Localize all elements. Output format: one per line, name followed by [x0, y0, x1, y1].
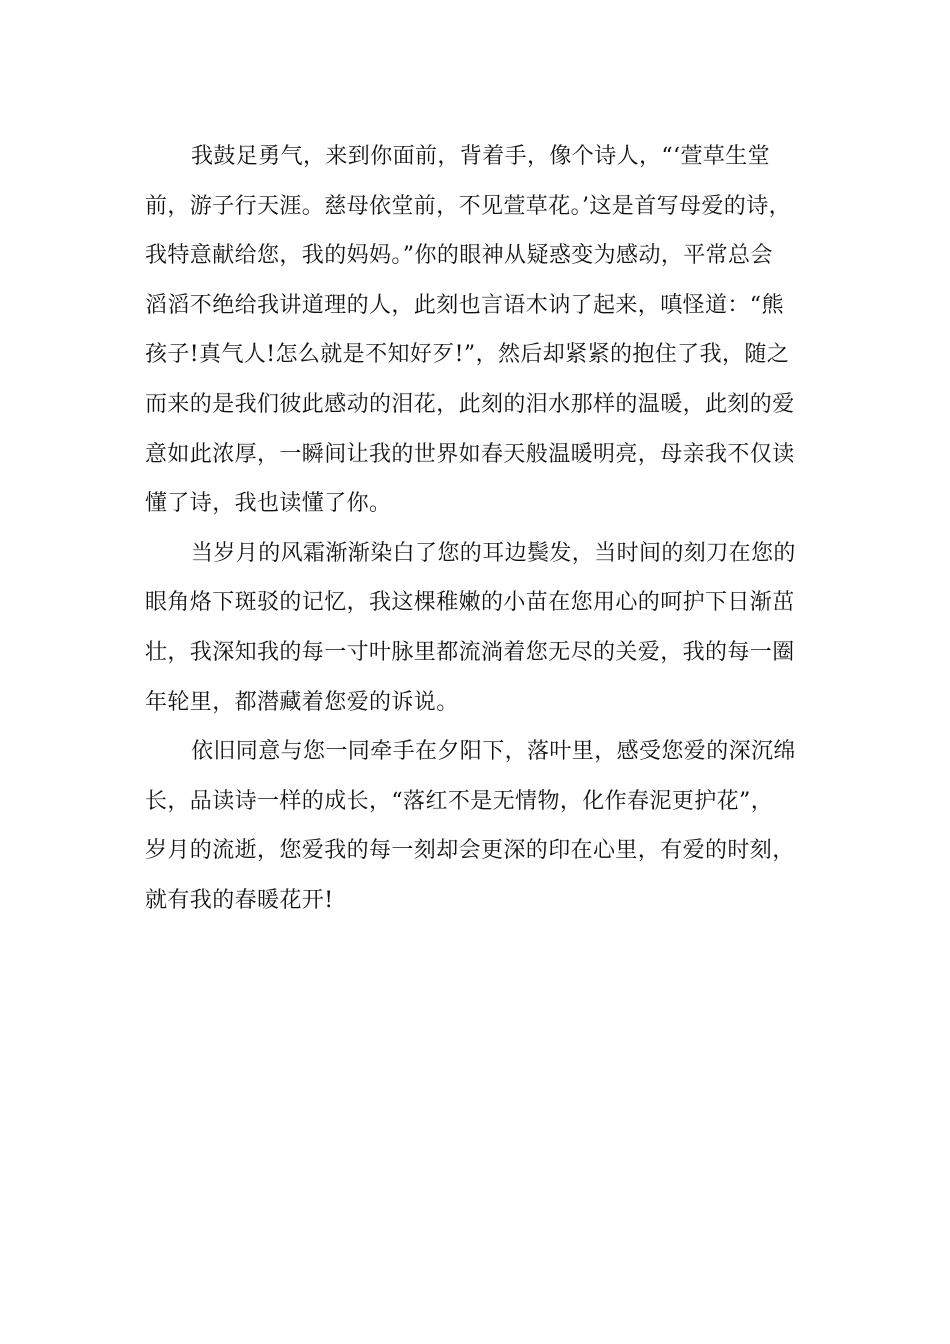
- paragraph-1-line-2: 前，游子行天涯。慈母依堂前，不见萱草花。’这是首写母爱的诗，: [145, 193, 791, 219]
- paragraph-1-line-4: 滔滔不绝给我讲道理的人，此刻也言语木讷了起来，嗔怪道：“熊: [145, 292, 784, 318]
- paragraph-3-line-4: 就有我的春暖花开!: [145, 887, 334, 913]
- paragraph-2-line-4: 年轮里，都潜藏着您爱的诉说。: [145, 689, 459, 715]
- paragraph-2-line-3: 壮，我深知我的每一寸叶脉里都流淌着您无尽的关爱，我的每一圈: [145, 639, 795, 665]
- paragraph-3-line-1: 依旧同意与您一同牵手在夕阳下，落叶里，感受您爱的深沉绵: [191, 739, 796, 765]
- paragraph-1-line-3: 我特意献给您，我的妈妈。”你的眼神从疑惑变为感动，平常总会: [145, 243, 773, 269]
- paragraph-3-line-2: 长，品读诗一样的成长，“落红不是无情物，化作春泥更护花”，: [145, 788, 774, 814]
- paragraph-1-line-5: 孩子!真气人!怎么就是不知好歹!”，然后却紧紧的抱住了我，随之: [145, 342, 790, 368]
- paragraph-1-line-6: 而来的是我们彼此感动的泪花，此刻的泪水那样的温暖，此刻的爱: [145, 391, 795, 417]
- paragraph-1-line-8: 懂了诗，我也读懂了你。: [145, 491, 392, 517]
- paragraph-2-line-1: 当岁月的风霜渐渐染白了您的耳边鬓发，当时间的刻刀在您的: [191, 540, 796, 566]
- paragraph-1-line-7: 意如此浓厚，一瞬间让我的世界如春天般温暖明亮，母亲我不仅读: [145, 441, 795, 467]
- essay-body: [145, 132, 810, 926]
- paragraph-1-line-1: 我鼓足勇气，来到你面前，背着手，像个诗人，“‘萱草生堂: [191, 144, 771, 169]
- paragraph-2-line-2: 眼角烙下斑驳的记忆，我这棵稚嫩的小苗在您用心的呵护下日渐茁: [145, 590, 795, 616]
- paragraph-3-line-3: 岁月的流逝，您爱我的每一刻却会更深的印在心里，有爱的时刻，: [145, 838, 795, 864]
